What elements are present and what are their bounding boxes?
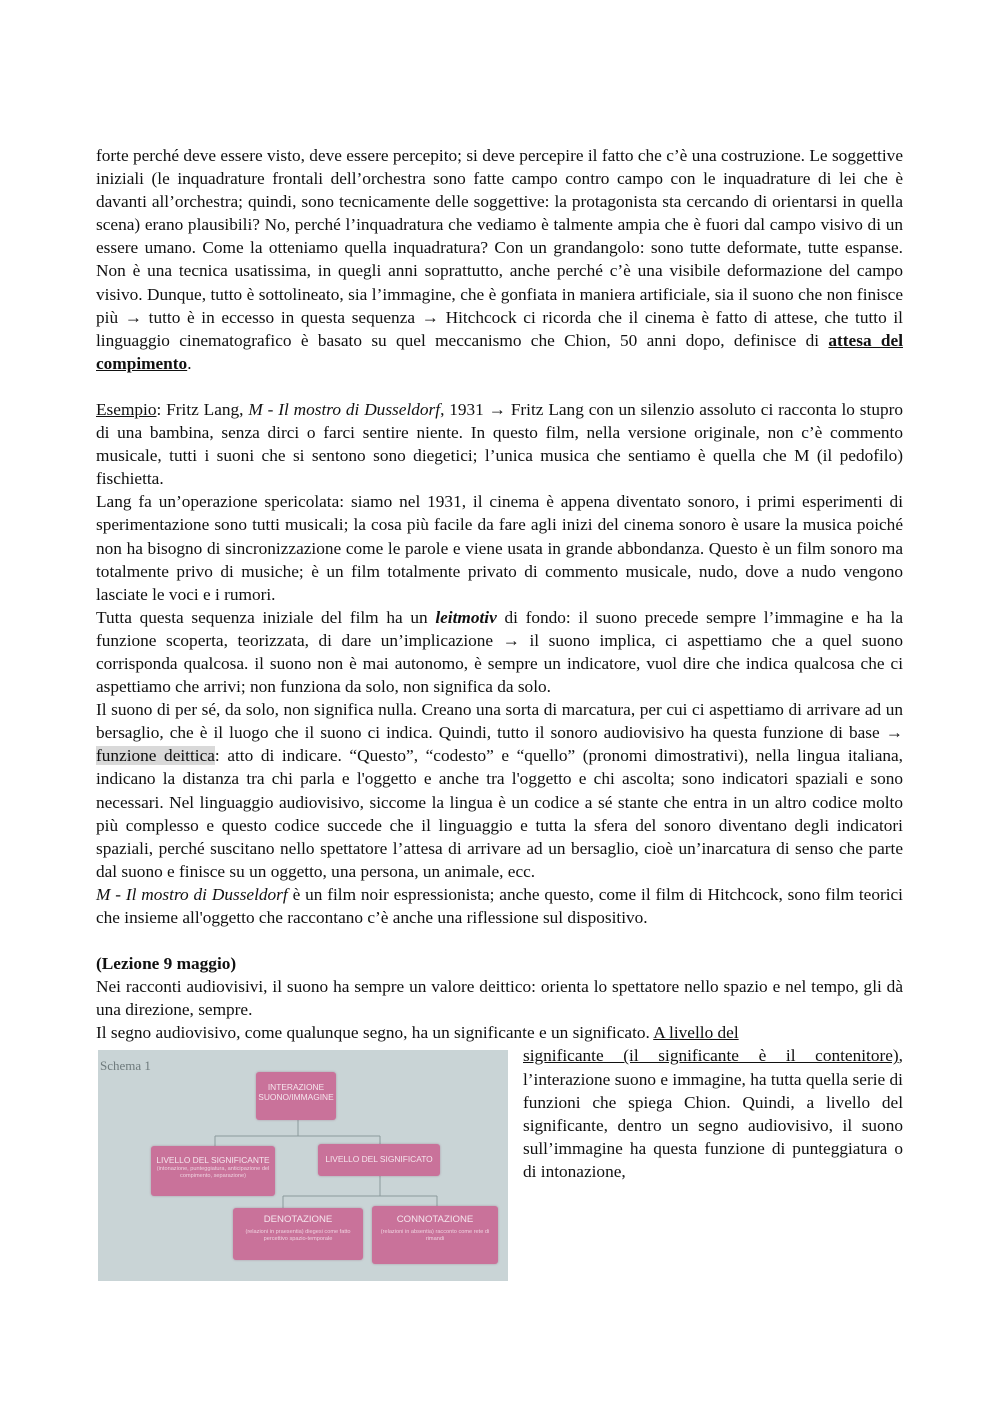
schema-significante-node xyxy=(151,1146,275,1196)
paragraph-3: Lang fa un’operazione spericolata: siamo nel 1931, il cinema è appena diventato sonoro, i primi esperimenti di sperimentazione sono tutti musicali; la cosa più facile da fare agli inizi del cinema sonoro è usare la musica poiché non ha bisogno di sincronizzazione come le parole e viene usata in grande abbondanza. Questo è un film sonoro ma totalmente privo di musiche; è un film totalmente privato di commento musicale, nudo, dove a nudo vengono lasciate le voci e i rumori. xyxy=(96,492,903,604)
paragraph-9 xyxy=(523,1044,903,1183)
paragraph-2-text-a: : Fritz Lang, xyxy=(156,399,249,419)
underlined-significante: significante (il significante è il contenitore) xyxy=(523,1046,899,1066)
paragraph-4-text-b: di fondo: il suono precede sempre l’immagine e ha la funzione scoperta, teorizzata, di dare un’implicazione → il suono implica, ci aspettiamo che a quel suono corrisponda qualcosa. il suono non è mai autonomo, è sempre un indicatore, vuol dire che indica qualcosa che ci aspettiamo che arrivi; non funziona da solo, non significa da solo. xyxy=(96,607,903,697)
paragraph-2 xyxy=(96,398,903,490)
paragraph-6-text: è un film noir espressionista; anche questo, come il film di Hitchcock, sono film teorici che insieme all'oggetto che raccontano c’è anche una riflessione sul dispositivo. xyxy=(96,884,903,927)
paragraph-8-text: Il segno audiovisivo, come qualunque segno, ha un significante e un significato. xyxy=(96,1023,654,1043)
example-label: Esempio xyxy=(96,399,157,419)
schema-denotazione-node xyxy=(233,1208,363,1260)
paragraph-1-end: . xyxy=(187,353,192,373)
schema-connotazione-node xyxy=(372,1206,498,1264)
schema-connotazione-sub: (relazioni in absentia) racconto come rete di rimandi xyxy=(380,1229,490,1243)
schema-connotazione-title: CONNOTAZIONE xyxy=(396,1214,474,1226)
paragraph-5 xyxy=(96,698,903,883)
paragraph-2-text-b: , 1931 → Fritz Lang con un silenzio assoluto ci racconta lo stupro di una bambina, senza dirci o farci sentire niente. In questo film, nella versione originale, non c’è commento musicale, tutti i suoni che si sentono sono diegetici; l’unica musica che sentiamo è quella che M (il pedofilo) fischietta. xyxy=(96,399,904,489)
film-title: M - Il mostro di Dusseldorf xyxy=(248,399,441,419)
paragraph-4-text-a: Tutta questa sequenza iniziale del film ha un xyxy=(96,607,436,627)
paragraph-9-text: , l’interazione suono e immagine, ha tutta quella serie di funzioni che spiega Chion. Quindi, a livello del significante, dentro un segno audiovisivo, il suono sull’immagine ha questa funzione di punteggiatura o di intonazione, xyxy=(523,1046,903,1181)
paragraph-6 xyxy=(96,883,903,929)
paragraph-7: Nei racconti audiovisivi, il suono ha sempre un valore deittico: orienta lo spettatore nello spazio e nel tempo, gli dà una direzione, sempre. xyxy=(96,977,903,1020)
schema-label: Schema 1 xyxy=(100,1058,151,1074)
schema-significante-sub: (intonazione, punteggiatura, anticipazione del compimento, separazione) xyxy=(156,1166,270,1180)
term-attesa-del-compimento: attesa del compimento xyxy=(96,330,904,373)
schema-significante-title: LIVELLO DEL SIGNIFICANTE xyxy=(156,1155,270,1166)
schema-denotazione-sub: (relazioni in praesentia) diegesi come fatto percettivo spazio-temporale xyxy=(245,1229,351,1243)
lesson-heading: (Lezione 9 maggio) xyxy=(96,954,237,974)
schema-image xyxy=(98,1050,508,1281)
schema-significato-node xyxy=(318,1144,440,1176)
term-leitmotiv: leitmotiv xyxy=(435,607,497,627)
paragraph-1-text: forte perché deve essere visto, deve essere percepito; si deve percepire il fatto che c’è una costruzione. Le soggettive iniziali (le inquadrature frontali dell’orchestra sono fatte campo contro campo con le inquadrature di lei che è davanti all’orchestra; quindi, sono tecnicamente delle soggettive: la protagonista sta cercando di orientarsi in quella scena) erano plausibili? No, perché l’inquadratura che vediamo è talmente ampia che è fuori dal campo visivo di un essere umano. Come la otteniamo quella inquadratura? Con un grandangolo: sono tutte deformate, tutte espanse. Non è una tecnica usatissima, in quegli anni soprattutto, anche perché c’è una visibile deformazione del campo visivo. Dunque, tutto è sottolineato, sia l’immagine, che è gonfiata in maniera artificiale, sia il suono che non finisce più → tutto è in eccesso in questa sequenza → Hitchcock ci ricorda che il cinema è fatto di attese, che tutto il linguaggio cinematografico è basato su quel meccanismo che Chion, 50 anni dopo, definisce di xyxy=(96,146,903,350)
highlight-funzione-deittica: funzione deittica xyxy=(96,746,215,766)
schema-root-label: INTERAZIONE SUONO/IMMAGINE xyxy=(258,1082,334,1103)
paragraph-5-text-b: : atto di indicare. “Questo”, “codesto” e “quello” (pronomi dimostrativi), nella lingua italiana, indicano la distanza tra chi parla e l'oggetto e anche tra l'oggetto e chi ascolta; sono indicatori spaziali e sono necessari. Nel linguaggio audiovisivo, siccome la lingua è un codice a sé stante che entra in un altro codice molto più complesso e questo codice succede che il linguaggio e tutta la sfera del sonoro diventano degli indicatori spaziali, perché suscitano nello spettatore l’attesa di arrivare ad un bersaglio, cioè un’inarcatura di senso che parte dal suono e finisce su un oggetto, una persona, un animale, ecc. xyxy=(96,746,903,881)
underlined-livello: A livello del xyxy=(653,1023,739,1043)
schema-denotazione-title: DENOTAZIONE xyxy=(263,1214,333,1226)
paragraph-1 xyxy=(96,144,903,375)
document-body xyxy=(96,144,903,1268)
paragraph-8 xyxy=(96,1021,903,1044)
schema-root-node xyxy=(256,1072,336,1120)
figure-wrap xyxy=(96,1044,903,1268)
paragraph-4 xyxy=(96,606,903,698)
paragraph-5-text-a: Il suono di per sé, da solo, non significa nulla. Creano una sorta di marcatura, per cui ci aspettiamo di arrivare ad un bersaglio, che è il luogo che il suono ci indica. Quindi, tutto il sonoro audiovisivo ha questa funzione di base → xyxy=(96,700,903,743)
schema-significato-title: LIVELLO DEL SIGNIFICATO xyxy=(325,1154,433,1165)
film-title: M - Il mostro di Dusseldorf xyxy=(96,884,288,904)
